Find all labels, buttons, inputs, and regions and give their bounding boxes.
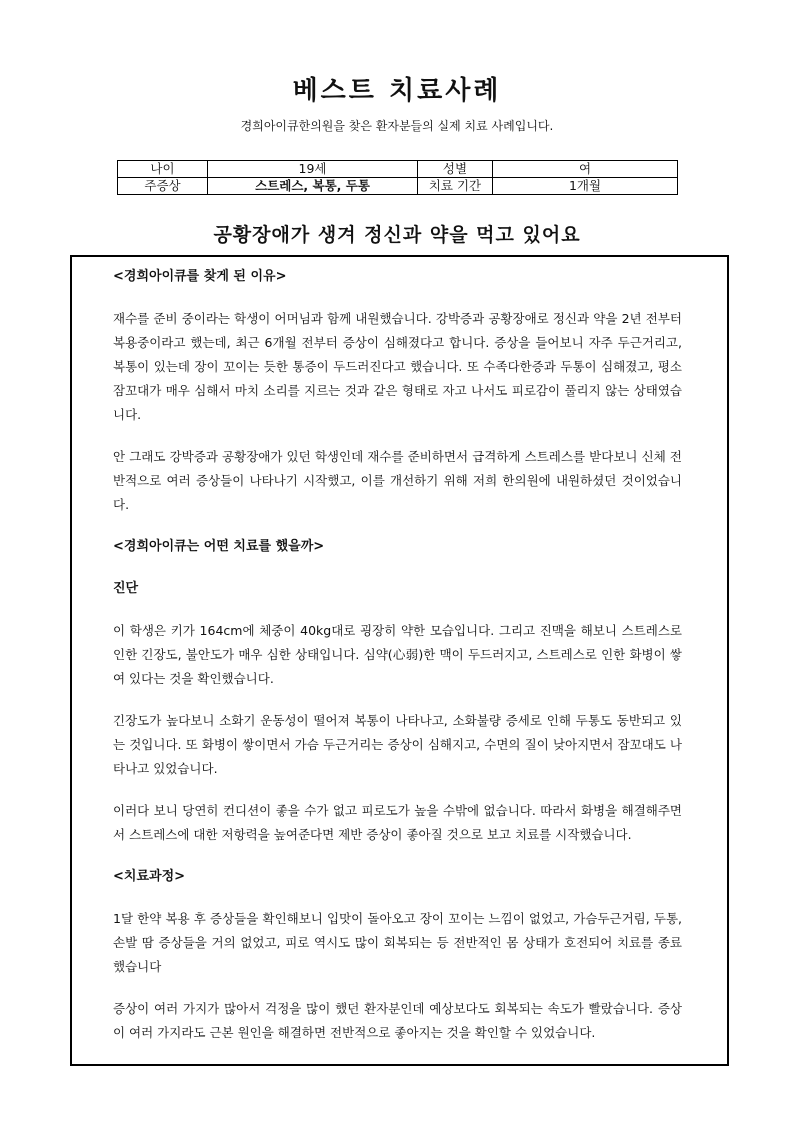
- symptom-value: 스트레스, 복통, 두통: [208, 178, 418, 195]
- process-heading: <치료과정>: [113, 869, 186, 884]
- diagnosis-paragraph-3: 이러다 보니 당연히 컨디션이 좋을 수가 없고 피로도가 높을 수밖에 없습니다. 따라서 화병을 해결해주면서 스트레스에 대한 저항력을 높여준다면 제반 증상이 좋아질 것으로 보고 치료를 시작했습니다.: [113, 803, 682, 842]
- diagnosis-paragraph-2: 긴장도가 높다보니 소화기 운동성이 떨어져 복통이 나타나고, 소화불량 증세로 인해 두통도 동반되고 있는 것입니다. 또 화병이 쌓이면서 가슴 두근거리는 증상이 심해지고, 수면의 질이 낮아지면서 잠꼬대도 나타나고 있었습니다.: [113, 713, 682, 776]
- process-paragraph-1: 1달 한약 복용 후 증상들을 확인해보니 입맛이 돌아오고 장이 꼬이는 느낌이 없었고, 가슴두근거림, 두통, 손발 땀 증상들을 거의 없었고, 피로 역시도 많이 회복되는 등 전반적인 몸 상태가 호전되어 치료를 종료했습니다: [113, 911, 682, 974]
- symptom-label: 주증상: [118, 178, 208, 195]
- case-content: [113, 265, 682, 1045]
- age-value: 19세: [208, 161, 418, 178]
- table-row: [118, 178, 678, 195]
- table-row: [118, 161, 678, 178]
- patient-info-table: [117, 160, 678, 195]
- gender-value: 여: [493, 161, 678, 178]
- reason-paragraph-2: 안 그래도 강박증과 공황장애가 있던 학생인데 재수를 준비하면서 급격하게 스트레스를 받다보니 신체 전반적으로 여러 증상들이 나타나기 시작했고, 이를 개선하기 위해 저희 한의원에 내원하셨던 것이었습니다.: [113, 449, 682, 512]
- diagnosis-paragraph-1: 이 학생은 키가 164cm에 체중이 40kg대로 굉장히 약한 모습입니다. 그리고 진맥을 해보니 스트레스로 인한 긴장도, 불안도가 매우 심한 상태입니다. 심약(心弱)한 맥이 두드러지고, 스트레스로 인한 화병이 쌓여 있다는 것을 확인했습니다.: [113, 623, 682, 686]
- process-paragraph-2: 증상이 여러 가지가 많아서 걱정을 많이 했던 환자분인데 예상보다도 회복되는 속도가 빨랐습니다. 증상이 여러 가지라도 근본 원인을 해결하면 전반적으로 좋아지는 것을 확인할 수 있었습니다.: [113, 1001, 682, 1040]
- page-title: 베스트 치료사례: [292, 76, 502, 106]
- case-headline: 공황장애가 생겨 정신과 약을 먹고 있어요: [213, 224, 581, 246]
- page-subtitle: 경희아이큐한의원을 찾은 환자분들의 실제 치료 사례입니다.: [240, 119, 554, 133]
- diagnosis-heading: 진단: [113, 581, 139, 596]
- reason-heading: <경희아이큐를 찾게 된 이유>: [113, 269, 287, 284]
- treatment-heading: <경희아이큐는 어떤 치료를 했을까>: [113, 539, 325, 554]
- age-label: 나이: [118, 161, 208, 178]
- duration-value: 1개월: [493, 178, 678, 195]
- duration-label: 치료 기간: [418, 178, 493, 195]
- gender-label: 성별: [418, 161, 493, 178]
- reason-paragraph-1: 재수를 준비 중이라는 학생이 어머님과 함께 내원했습니다. 강박증과 공황장애로 정신과 약을 2년 전부터 복용중이라고 했는데, 최근 6개월 전부터 증상이 심해졌다고 합니다. 증상을 들어보니 자주 두근거리고, 복통이 있는데 장이 꼬이는 듯한 통증이 두드러진다고 했습니다. 또 수족다한증과 두통이 심해졌고, 평소 잠꼬대가 매우 심해서 마치 소리를 지르는 것과 같은 형태로 자고 나서도 피로감이 풀리지 않는 상태였습니다.: [113, 311, 682, 422]
